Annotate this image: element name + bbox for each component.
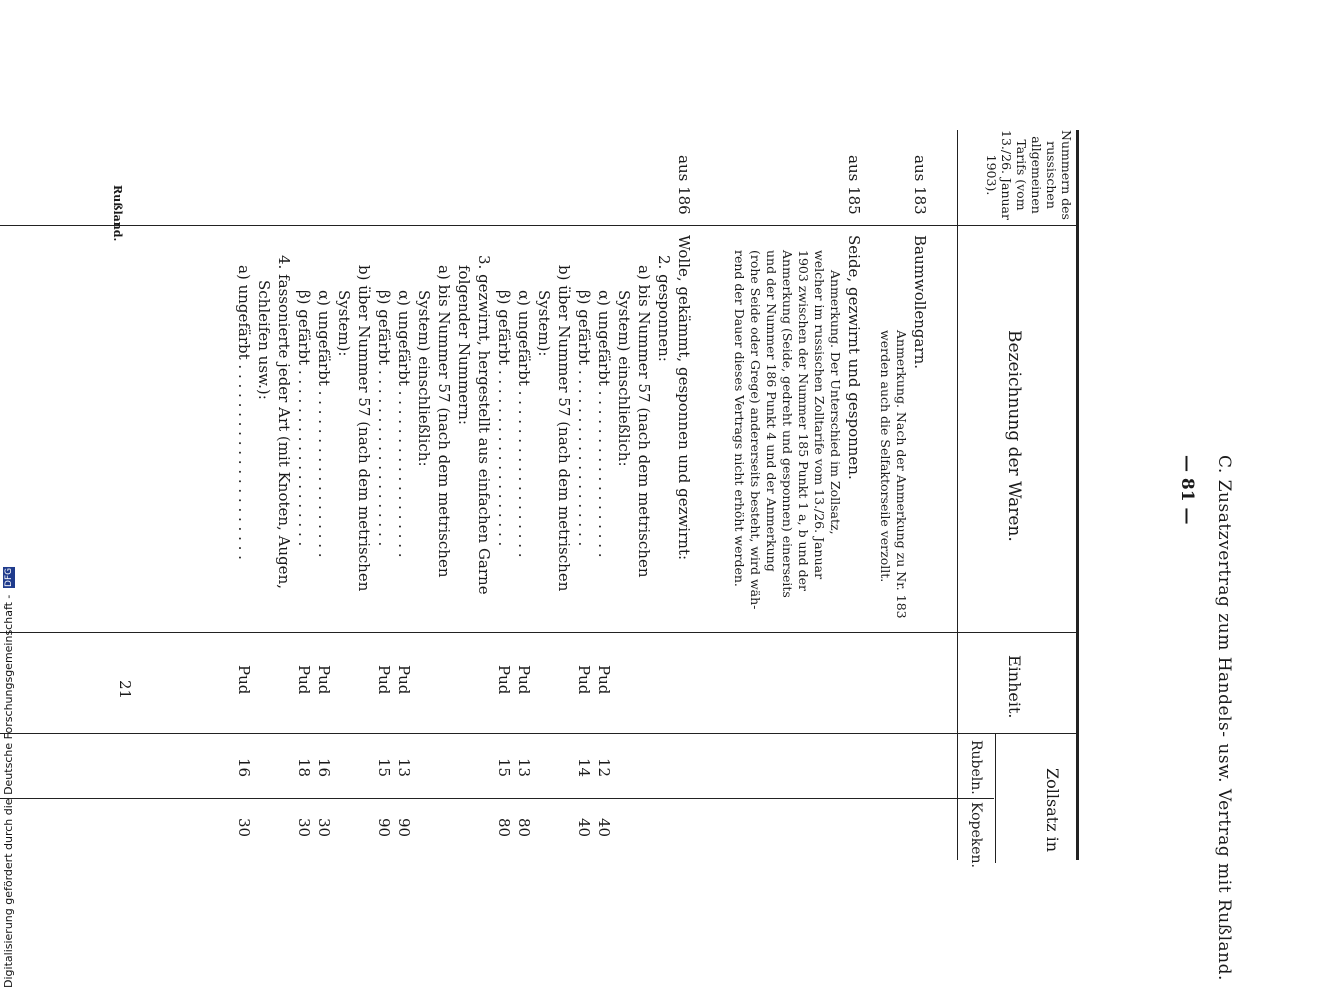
goods-line: a) bis Nummer 57 (nach dem metrischen [635,265,653,578]
kopeks-cell: 40 [595,818,613,838]
goods-line: β) gefärbt . . . . . . . . . . . . . . . . . . . [575,290,593,547]
kopeks-cell: 30 [235,818,253,838]
header-rubles: Rubeln. [968,740,984,795]
table-top-rule [1076,130,1079,860]
goods-line: α) ungefärbt . . . . . . . . . . . . . . . . . . [515,290,533,558]
goods-line: System): [535,290,553,357]
tariff-number: aus 186 [675,155,693,215]
goods-note: Anmerkung. Nach der Anmerkung zu Nr. 183 [894,330,909,619]
rubles-cell: 14 [575,758,593,778]
rubles-cell: 18 [295,758,313,778]
rubles-cell: 13 [395,758,413,778]
goods-line: b) über Nummer 57 (nach dem metrischen [355,265,373,592]
goods-line: Seide, gezwirnt und gesponnen. [845,235,863,480]
tariff-number: aus 185 [845,155,863,215]
col-divider-1 [0,225,1079,226]
col-divider-2 [0,632,1079,633]
unit-cell: Pud [595,665,613,695]
goods-line: α) ungefärbt . . . . . . . . . . . . . . . . . . [315,290,333,558]
unit-cell: Pud [375,665,393,695]
footer-number: 21 [116,680,134,700]
goods-line: System) einschließlich: [415,290,433,467]
goods-line: 2. gesponnen: [655,255,673,362]
rubles-cell: 16 [315,758,333,778]
col-divider-3 [0,733,1079,734]
unit-cell: Pud [395,665,413,695]
digitization-text: Digitalisierung gefördert durch die Deutsche Forschungsgemeinschaft - [2,594,15,988]
rubles-cell: 13 [515,758,533,778]
goods-note: werden auch die Selfaktorseile verzollt. [878,330,893,583]
goods-note: und der Nummer 186 Punkt 4 und der Anmerkung [764,250,779,572]
unit-cell: Pud [495,665,513,695]
goods-note: (rohe Seide oder Grege) andererseits besteht, wird wäh- [748,250,763,610]
header-goods: Bezeichnung der Waren. [1004,330,1024,542]
header-numbers: Nummern des russischen allgemeinen Tarifs (vom 13./26. Januar 1903). [984,130,1074,220]
goods-line: a) ungefärbt . . . . . . . . . . . . . . . . . . . . . [235,265,253,560]
goods-note: Anmerkung. Der Unterschied im Zollsatz, [828,270,843,535]
header-rate: Zollsatz in [1043,768,1062,853]
unit-cell: Pud [575,665,593,695]
kopeks-cell: 80 [495,818,513,838]
rubles-cell: 12 [595,758,613,778]
tariff-number: aus 183 [911,155,929,215]
kopeks-cell: 80 [515,818,533,838]
goods-line: 4. fassonierte jeder Art (mit Knoten, Augen, [275,255,293,589]
col-divider-4 [0,798,994,799]
goods-line: System) einschließlich: [615,290,633,467]
kopeks-cell: 90 [395,818,413,838]
unit-cell: Pud [235,665,253,695]
digitization-note [2,567,15,988]
goods-line: β) gefärbt . . . . . . . . . . . . . . . . . . . [495,290,513,547]
goods-line: α) ungefärbt . . . . . . . . . . . . . . . . . . [595,290,613,558]
rubles-cell: 16 [235,758,253,778]
kopeks-cell: 40 [575,818,593,838]
goods-line: folgender Nummern: [455,265,473,425]
unit-cell: Pud [315,665,333,695]
dfg-logo-icon: DFG [4,568,14,588]
rubles-cell: 15 [375,758,393,778]
header-kopeks: Kopeken. [968,802,984,868]
goods-note: 1903 zwischen der Nummer 185 Punkt 1 a, b und der [796,250,811,592]
kopeks-cell: 30 [315,818,333,838]
goods-note: rend der Dauer dieses Vertrags nicht erhöht werden. [732,250,747,587]
goods-line: α) ungefärbt . . . . . . . . . . . . . . . . . . [395,290,413,558]
goods-line: Wolle, gekämmt, gesponnen und gezwirnt: [675,235,693,561]
goods-line: Baumwollengarn. [911,235,929,369]
goods-line: System): [335,290,353,357]
kopeks-cell: 90 [375,818,393,838]
unit-cell: Pud [515,665,533,695]
goods-line: a) bis Nummer 57 (nach dem metrischen [435,265,453,578]
goods-line: β) gefärbt . . . . . . . . . . . . . . . . . . . [295,290,313,547]
running-title: C. Zusatzvertrag zum Handels- usw. Vertrag mit Rußland. [1214,455,1234,981]
goods-line: b) über Nummer 57 (nach dem metrischen [555,265,573,592]
goods-line: Schleifen usw.): [255,280,273,400]
goods-note: Anmerkung (Seide, gedreht und gesponnen) einerseits [780,250,795,598]
unit-cell: Pud [295,665,313,695]
kopeks-cell: 30 [295,818,313,838]
rubles-cell: 15 [495,758,513,778]
footer-left: Rußland. [111,185,124,242]
goods-line: β) gefärbt . . . . . . . . . . . . . . . . . . . [375,290,393,547]
header-unit: Einheit. [1005,655,1024,719]
table-header-rule [957,130,958,860]
goods-line: 3. gezwirnt, hergestellt aus einfachen Garne [475,255,493,595]
page-number: — 81 — [1177,455,1197,525]
goods-note: welcher im russischen Zolltarife vom 13./26. Januar [812,250,827,580]
rate-subheader-rule [995,733,996,863]
